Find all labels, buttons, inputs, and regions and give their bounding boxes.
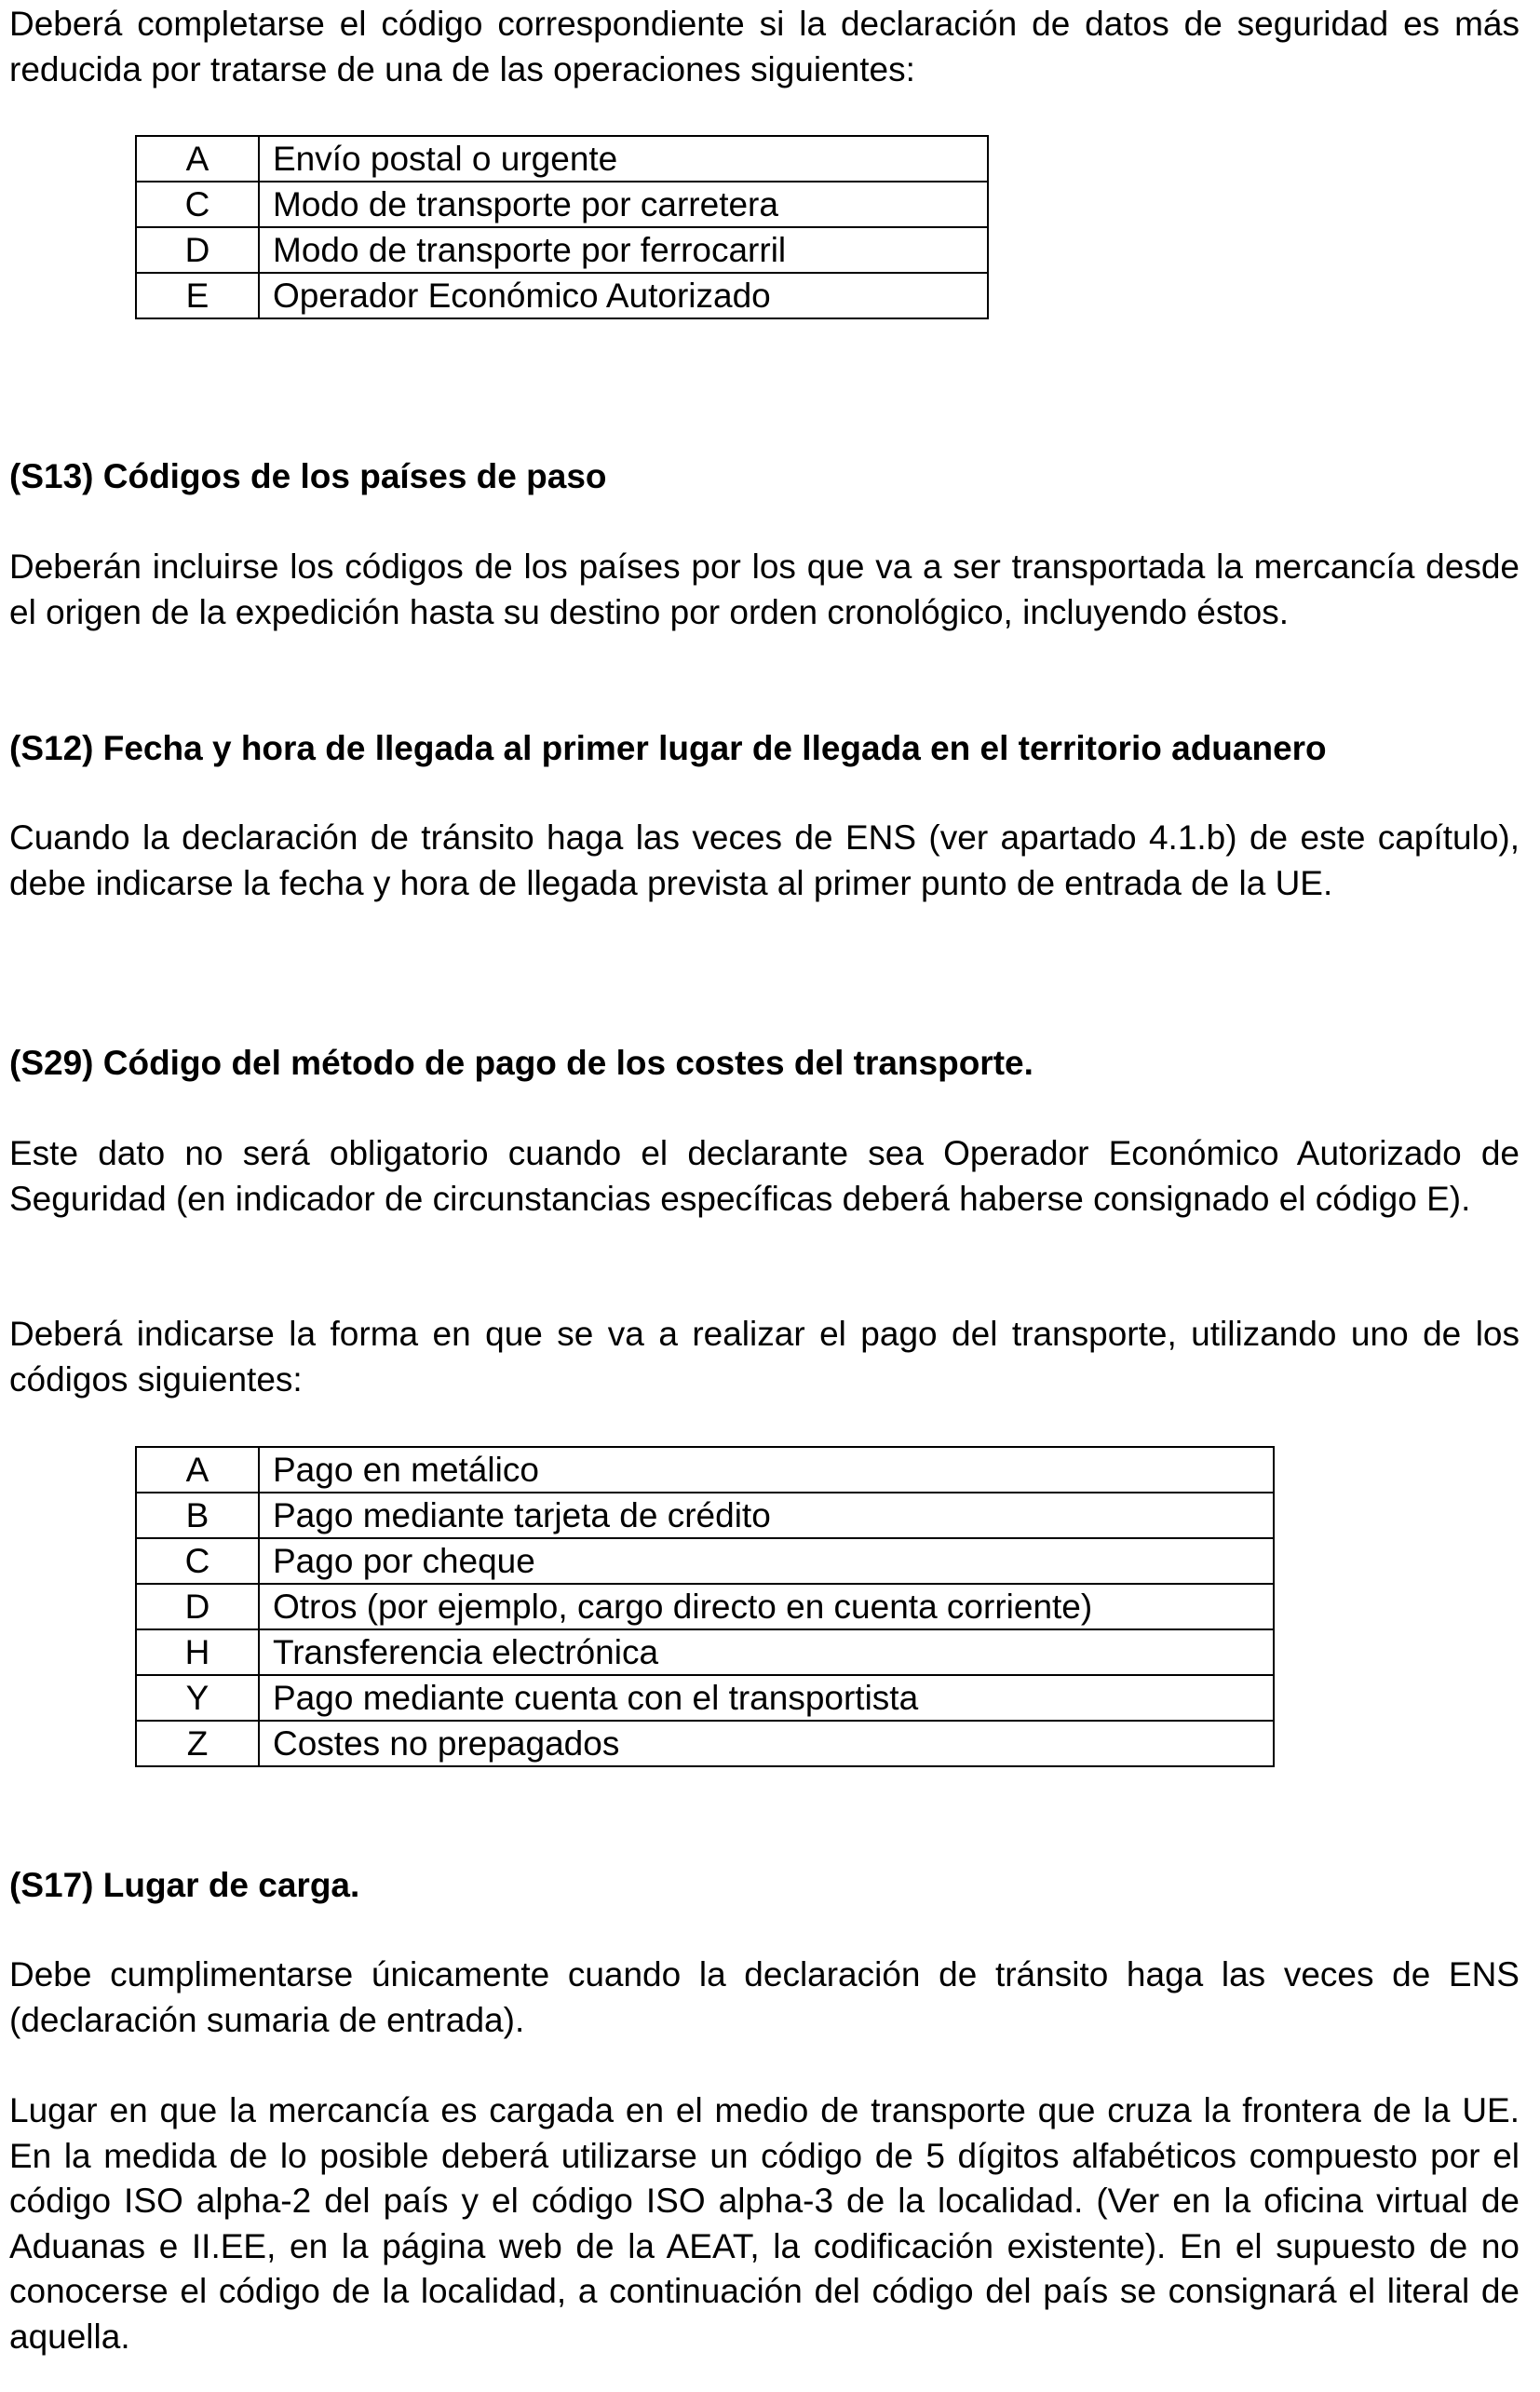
description-cell: Modo de transporte por ferrocarril: [259, 227, 988, 273]
code-cell: C: [136, 1538, 259, 1584]
description-cell: Pago mediante tarjeta de crédito: [259, 1493, 1274, 1538]
code-cell: Y: [136, 1675, 259, 1721]
description-cell: Pago mediante cuenta con el transportista: [259, 1675, 1274, 1721]
code-cell: Z: [136, 1721, 259, 1766]
intro-paragraph: Deberá completarse el código correspondiente si la declaración de datos de seguridad es más reducida por tratarse de una de las operaciones siguientes:: [9, 5, 1520, 88]
description-cell: Envío postal o urgente: [259, 136, 988, 182]
code-cell: E: [136, 273, 259, 318]
code-cell: A: [136, 136, 259, 182]
code-cell: A: [136, 1447, 259, 1493]
description-cell: Pago por cheque: [259, 1538, 1274, 1584]
s17-paragraph-2: Lugar en que la mercancía es cargada en el medio de transporte que cruza la frontera de la UE. En la medida de lo posible deberá utilizarse un código de 5 dígitos alfabéticos compuesto por el código ISO alpha-2 del país y el código ISO alpha-3 de la localidad. (Ver en la oficina virtual de Aduanas e II.EE, en la página web de la AEAT, la codificación existente). En el supuesto de no conocerse el código de la localidad, a continuación del código del país se consignará el literal de aquella.: [9, 2091, 1520, 2356]
s29-paragraph-1: Este dato no será obligatorio cuando el declarante sea Operador Económico Autorizado de Seguridad (en indicador de circunstancias específicas deberá haberse consignado el código E).: [9, 1134, 1520, 1218]
description-cell: Pago en metálico: [259, 1447, 1274, 1493]
description-cell: Otros (por ejemplo, cargo directo en cuenta corriente): [259, 1584, 1274, 1629]
code-cell: C: [136, 182, 259, 227]
table-row: [136, 273, 988, 318]
table-row: [136, 1629, 1274, 1675]
table-row: [136, 1493, 1274, 1538]
s13-paragraph: Deberán incluirse los códigos de los países por los que va a ser transportada la mercancía desde el origen de la expedición hasta su destino por orden cronológico, incluyendo éstos.: [9, 547, 1520, 631]
s29-paragraph-2: Deberá indicarse la forma en que se va a realizar el pago del transporte, utilizando uno de los códigos siguientes:: [9, 1315, 1520, 1399]
table-row: [136, 1538, 1274, 1584]
description-cell: Modo de transporte por carretera: [259, 182, 988, 227]
table-row: [136, 182, 988, 227]
table-row: [136, 227, 988, 273]
s12-paragraph: Cuando la declaración de tránsito haga las veces de ENS (ver apartado 4.1.b) de este capítulo), debe indicarse la fecha y hora de llegada prevista al primer punto de entrada de la UE.: [9, 818, 1520, 902]
code-cell: D: [136, 1584, 259, 1629]
description-cell: Transferencia electrónica: [259, 1629, 1274, 1675]
description-cell: Costes no prepagados: [259, 1721, 1274, 1766]
table-row: [136, 136, 988, 182]
document-page: [9, 0, 1520, 2392]
s13-heading: (S13) Códigos de los países de paso: [9, 457, 607, 495]
s12-heading: (S12) Fecha y hora de llegada al primer lugar de llegada en el territorio aduanero: [9, 729, 1327, 767]
description-cell: Operador Económico Autorizado: [259, 273, 988, 318]
payment-method-codes-table: [135, 1446, 1275, 1767]
table-row: [136, 1447, 1274, 1493]
table-row: [136, 1721, 1274, 1766]
security-reduction-codes-table: [135, 135, 989, 319]
s17-heading: (S17) Lugar de carga.: [9, 1866, 360, 1904]
s17-paragraph-1: Debe cumplimentarse únicamente cuando la declaración de tránsito haga las veces de ENS (declaración sumaria de entrada).: [9, 1955, 1520, 2039]
code-cell: H: [136, 1629, 259, 1675]
s29-heading: (S29) Código del método de pago de los costes del transporte.: [9, 1044, 1033, 1082]
code-cell: B: [136, 1493, 259, 1538]
table-row: [136, 1584, 1274, 1629]
table-row: [136, 1675, 1274, 1721]
code-cell: D: [136, 227, 259, 273]
